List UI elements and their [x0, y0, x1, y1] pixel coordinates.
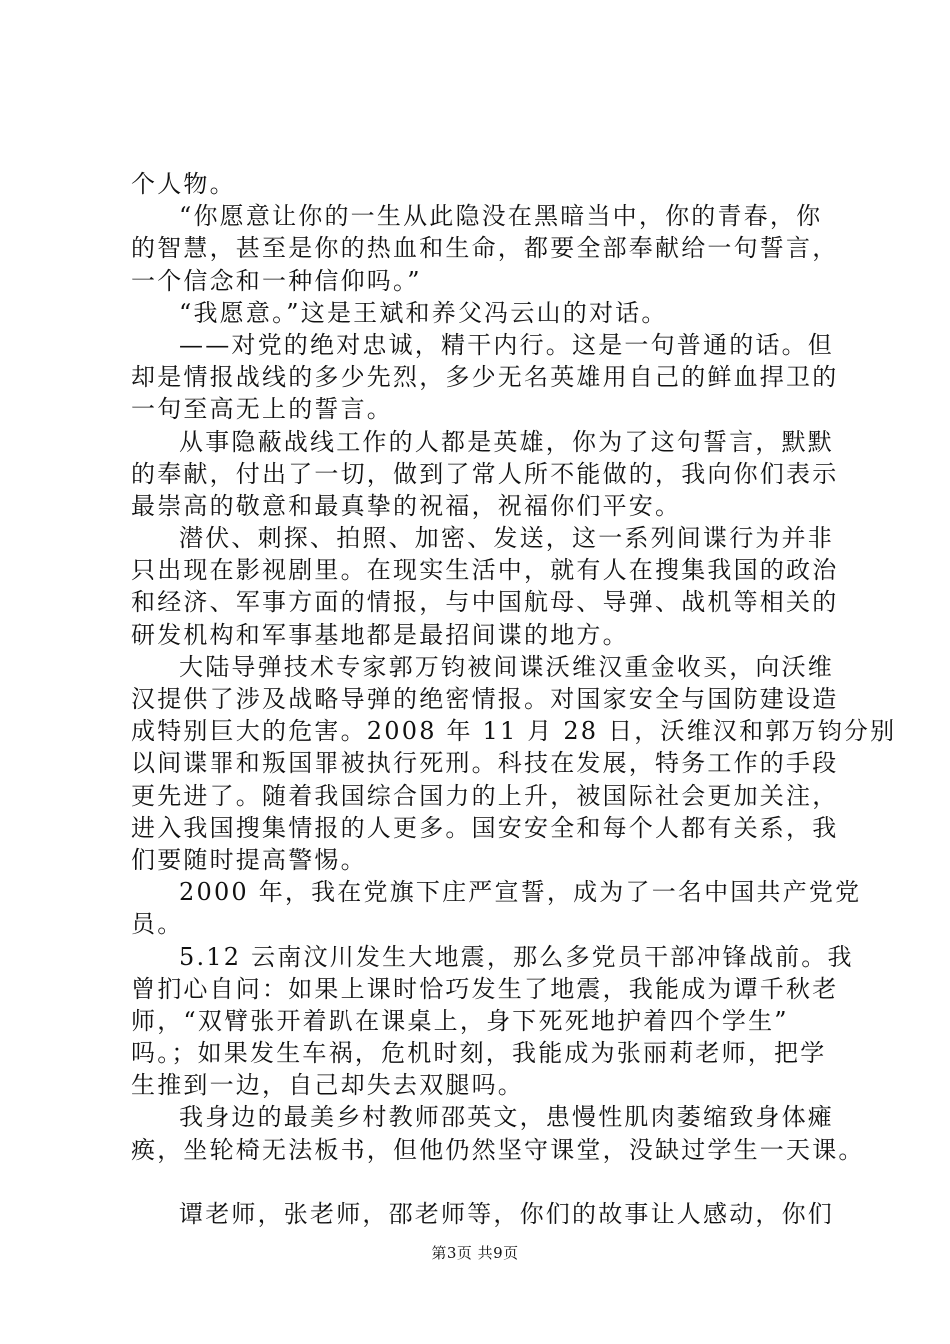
document-body [131, 168, 897, 1230]
text-line: 员。 [131, 910, 184, 939]
text-line: 的奉献，付出了一切，做到了常人所不能做的，我向你们表示 [131, 459, 839, 488]
text-line: 和经济、军事方面的情报，与中国航母、导弹、战机等相关的 [131, 588, 839, 617]
text-line: “我愿意。”这是王斌和养父冯云山的对话。 [179, 298, 668, 327]
text-line: 痪，坐轮椅无法板书，但他仍然坚守课堂，没缺过学生一天课。 [131, 1135, 865, 1164]
text-line: 只出现在影视剧里。在现实生活中，就有人在搜集我国的政治 [131, 556, 839, 585]
text-line: 更先进了。随着我国综合国力的上升，被国际社会更加关注， [131, 781, 839, 810]
page-footer: 第3页 共9页 [431, 1244, 519, 1262]
text-line: 谭老师，张老师，邵老师等，你们的故事让人感动，你们 [179, 1199, 834, 1228]
text-line: 2000 年，我在党旗下庄严宣誓，成为了一名中国共产党党 [179, 878, 862, 907]
text-line: 师，“双臂张开着趴在课桌上，身下死死地护着四个学生” [131, 1006, 789, 1035]
text-line: 成特别巨大的危害。2008 年 11 月 28 日，沃维汉和郭万钧分别 [131, 717, 897, 746]
text-line: 吗。；如果发生车祸，危机时刻，我能成为张丽莉老师，把学 [131, 1039, 827, 1068]
text-line: 一句至高无上的誓言。 [131, 395, 393, 424]
text-line: 个人物。 [131, 170, 236, 198]
text-line: 进入我国搜集情报的人更多。国安安全和每个人都有关系，我 [131, 813, 839, 842]
text-line: 我身边的最美乡村教师邵英文，患慢性肌肉萎缩致身体瘫 [179, 1103, 834, 1132]
paragraph-gap [131, 1166, 831, 1198]
text-line: 生推到一边，自己却失去双腿吗。 [131, 1071, 524, 1100]
text-line: 研发机构和军事基地都是最招间谍的地方。 [131, 620, 629, 649]
text-line: ——对党的绝对忠诚，精干内行。这是一句普通的话。但 [179, 330, 834, 359]
text-line: 们要随时提高警惕。 [131, 845, 367, 874]
text-line: 潜伏、刺探、拍照、加密、发送，这一系列间谍行为并非 [179, 524, 834, 553]
text-line: 曾扪心自问：如果上课时恰巧发生了地震，我能成为谭千秋老 [131, 974, 839, 1003]
text-line: 的智慧，甚至是你的热血和生命，都要全部奉献给一句誓言， [131, 234, 839, 263]
text-line: 一个信念和一种信仰吗。” [131, 266, 422, 295]
text-line: 最崇高的敬意和最真挚的祝福，祝福你们平安。 [131, 491, 682, 520]
text-line: 以间谍罪和叛国罪被执行死刑。科技在发展，特务工作的手段 [131, 749, 839, 778]
text-line: 从事隐蔽战线工作的人都是英雄，你为了这句誓言，默默 [179, 427, 834, 456]
text-line: 汉提供了涉及战略导弹的绝密情报。对国家安全与国防建设造 [131, 685, 839, 713]
text-line: 却是情报战线的多少先烈，多少无名英雄用自己的鲜血捍卫的 [131, 363, 839, 392]
text-line: 大陆导弹技术专家郭万钧被间谍沃维汉重金收买，向沃维 [179, 652, 834, 681]
text-line: “你愿意让你的一生从此隐没在黑暗当中，你的青春，你 [179, 202, 823, 231]
text-line: 5.12 云南汶川发生大地震，那么多党员干部冲锋战前。我 [179, 942, 854, 971]
